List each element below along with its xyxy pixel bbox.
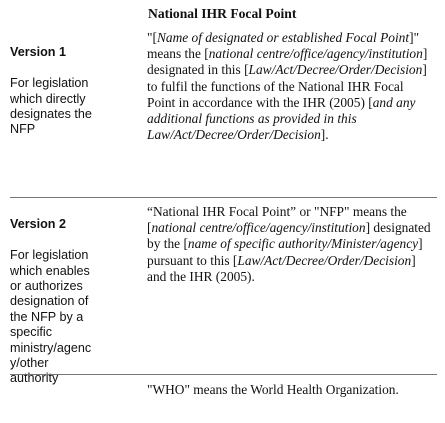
version-2-title: Version 2 bbox=[10, 217, 67, 232]
column-heading: National IHR Focal Point bbox=[148, 6, 297, 21]
definition-text-italic: name of specific authority/Minister/agency bbox=[187, 236, 419, 252]
row-divider bbox=[10, 197, 437, 198]
definition-text-italic: Law/Act/Decree/Order/Decision bbox=[237, 252, 412, 268]
row-divider bbox=[10, 374, 437, 375]
who-definition: "WHO" means the World Health Organization. bbox=[147, 382, 399, 397]
definition-text: "[ bbox=[147, 30, 157, 45]
version-2-description: For legislation which enables or authorizes designation of the NFP by a specific ministry/agenc y/other authority bbox=[10, 248, 92, 386]
definition-text: ] to fulfil the functions of the National IHR Focal Point in accordance with the IHR (2005) [ bbox=[147, 62, 427, 110]
version-2-label-cell bbox=[10, 202, 134, 387]
definition-text: ] and the IHR (2005). bbox=[147, 252, 416, 284]
definition-text-italic: national centre/office/agency/institution bbox=[208, 46, 423, 62]
definition-text: ] designated by the [ bbox=[147, 220, 431, 252]
definition-text: ]" means the [ bbox=[147, 30, 420, 62]
version-2-definition bbox=[147, 204, 435, 285]
version-1-definition bbox=[147, 30, 435, 143]
version-1-label-cell bbox=[10, 30, 134, 138]
definition-text-italic: and any additional functions as provided in this Law/Act/Decree/Order/Decision bbox=[147, 94, 416, 143]
definition-text: ] pursuant to this [ bbox=[147, 236, 423, 268]
definition-text-italic: national centre/office/agency/institution bbox=[151, 220, 366, 236]
definition-text: ]. bbox=[320, 127, 329, 143]
definition-text: “National IHR Focal Point” or "NFP" means the [ bbox=[147, 204, 407, 236]
definition-text-italic: Law/Act/Decree/Order/Decision bbox=[248, 62, 423, 78]
version-1-description: For legislation which directly designates the NFP bbox=[10, 76, 92, 137]
definition-text: ] designated in this [ bbox=[147, 46, 428, 78]
definition-text-italic: Name of designated or established Focal Point bbox=[156, 30, 410, 45]
version-1-title: Version 1 bbox=[10, 45, 67, 60]
